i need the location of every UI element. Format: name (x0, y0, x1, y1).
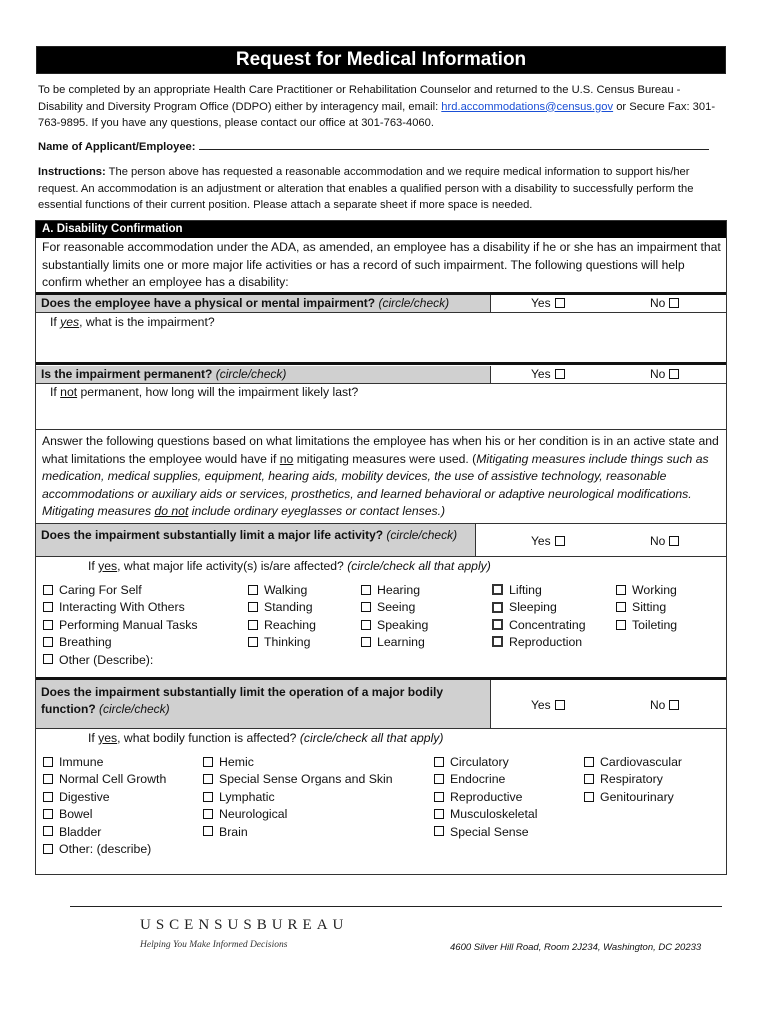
option-label: Special Sense Organs and Skin (219, 772, 393, 787)
checkbox-option[interactable] (434, 754, 537, 771)
instructions-text: The person above has requested a reasonable accommodation and we require medical information to support his/her request. An accommodation is an adjustment or alteration that enables a qualified person with a disability to successfully perform the essential functions of their current position. Please attach a separate sheet if more space is needed. (38, 166, 694, 211)
checkbox[interactable] (434, 757, 444, 767)
option-label: Circulatory (450, 755, 509, 769)
option-label: Bowel (59, 807, 93, 822)
disability-form (35, 220, 727, 875)
q1-followup (50, 314, 215, 332)
q2-yes-option[interactable] (531, 367, 565, 381)
checkbox-option[interactable] (492, 617, 586, 634)
bodily-functions-col1 (43, 754, 166, 858)
divider (36, 362, 726, 365)
checkbox[interactable] (584, 792, 594, 802)
life-activities-col4 (492, 582, 586, 652)
q3-yes-checkbox[interactable] (555, 536, 565, 546)
checkbox-option[interactable] (361, 634, 428, 651)
bodily-functions-col3 (434, 754, 537, 841)
q2-no-option[interactable] (650, 367, 679, 381)
q2-followup (50, 384, 358, 402)
checkbox[interactable] (203, 809, 213, 819)
checkbox[interactable] (43, 637, 53, 647)
q1-question (36, 295, 491, 312)
option-label: Brain (219, 824, 248, 839)
q3-yes-option[interactable] (531, 534, 565, 548)
instructions-paragraph (38, 164, 728, 214)
q2-followup-em: not (60, 385, 78, 399)
checkbox-option[interactable] (248, 634, 316, 651)
life-activities-col3 (361, 582, 428, 652)
option-label: Sleeping (509, 600, 557, 615)
checkbox-option[interactable] (43, 789, 166, 806)
option-label: Walking (264, 583, 308, 597)
checkbox[interactable] (361, 602, 371, 612)
q1-yes-option[interactable] (531, 296, 565, 310)
checkbox[interactable] (492, 636, 503, 647)
checkbox-option[interactable] (43, 617, 198, 634)
q4-followup-post: , what bodily function is affected? (117, 731, 300, 745)
q3-followup-pre: If (88, 559, 99, 573)
checkbox[interactable] (616, 620, 626, 630)
q4-yes-label: Yes (531, 698, 551, 712)
q3-row (36, 524, 726, 556)
divider (36, 312, 726, 313)
mitigating-text-2: mitigating measures were used. ( (293, 451, 477, 466)
checkbox[interactable] (203, 792, 213, 802)
option-label: Immune (59, 755, 104, 769)
option-label: Other: (describe) (59, 842, 152, 857)
option-label: Respiratory (600, 772, 663, 787)
checkbox-option[interactable] (43, 754, 166, 771)
q2-hint: (circle/check) (212, 367, 287, 381)
census-bureau-logo: USCENSUSBUREAU (140, 917, 349, 933)
q4-no-option[interactable] (650, 698, 679, 712)
checkbox[interactable] (43, 792, 53, 802)
checkbox[interactable] (43, 774, 53, 784)
q2-followup-pre: If (50, 385, 61, 399)
checkbox[interactable] (434, 774, 444, 784)
section-a-heading: A. Disability Confirmation (36, 221, 726, 238)
checkbox-option[interactable] (248, 617, 316, 634)
checkbox-option[interactable] (492, 599, 586, 616)
footer-tagline: Helping You Make Informed Decisions (140, 940, 288, 950)
checkbox[interactable] (584, 757, 594, 767)
option-label: Lifting (509, 583, 542, 597)
checkbox[interactable] (248, 602, 258, 612)
q4-followup-em: yes (98, 731, 118, 745)
checkbox[interactable] (492, 619, 503, 630)
option-label: Special Sense (450, 824, 529, 839)
q1-yes-label: Yes (531, 296, 551, 310)
q1-followup-em: yes (60, 315, 80, 329)
bodily-functions-col4 (584, 754, 682, 806)
checkbox[interactable] (584, 774, 594, 784)
checkbox[interactable] (434, 792, 444, 802)
checkbox-option[interactable] (43, 771, 166, 788)
life-activities-col1 (43, 582, 198, 669)
applicant-name-label: Name of Applicant/Employee: (38, 141, 196, 153)
applicant-name-row (38, 139, 709, 153)
checkbox-option[interactable] (43, 806, 166, 823)
checkbox[interactable] (361, 620, 371, 630)
checkbox-option[interactable] (43, 582, 198, 599)
checkbox-option[interactable] (361, 617, 428, 634)
intro-text-1: To be completed by an appropriate Health Care Practitioner or Rehabilitation Counselor and returned to the U.S. Census Bureau - Disability and Diversity Program Office (DDPO) either by interagency mail, email: (38, 84, 681, 113)
option-label: Performing Manual Tasks (59, 617, 198, 632)
checkbox-option[interactable] (43, 841, 166, 858)
checkbox[interactable] (434, 826, 444, 836)
q4-question (36, 680, 491, 728)
q2-no-checkbox[interactable] (669, 369, 679, 379)
checkbox-option[interactable] (203, 824, 393, 841)
q3-no-checkbox[interactable] (669, 536, 679, 546)
option-label: Musculoskeletal (450, 807, 538, 822)
checkbox[interactable] (203, 826, 213, 836)
q2-followup-post: permanent, how long will the impairment likely last? (77, 385, 359, 399)
checkbox[interactable] (616, 602, 626, 612)
q3-question (36, 524, 476, 556)
footer-divider (70, 906, 722, 907)
checkbox-option[interactable] (616, 582, 677, 599)
intro-text-2: or Secure Fax: 301-763-9895. If you have any questions, please contact our office at 301-763-4060. (38, 100, 716, 129)
checkbox[interactable] (43, 654, 53, 664)
mitigating-no: no (279, 451, 294, 466)
checkbox[interactable] (361, 585, 371, 595)
checkbox-option[interactable] (584, 789, 682, 806)
q2-yes-checkbox[interactable] (555, 369, 565, 379)
q2-no-label: No (650, 367, 666, 381)
checkbox[interactable] (434, 809, 444, 819)
option-label: Genitourinary (600, 789, 674, 804)
checkbox[interactable] (248, 585, 258, 595)
intro-paragraph (38, 82, 728, 132)
q4-no-checkbox[interactable] (669, 700, 679, 710)
checkbox[interactable] (43, 826, 53, 836)
q2-question (36, 366, 491, 383)
checkbox-option[interactable] (434, 824, 537, 841)
checkbox-option[interactable] (203, 754, 393, 771)
option-label: Learning (377, 635, 425, 650)
checkbox[interactable] (616, 585, 626, 595)
checkbox-option[interactable] (248, 599, 316, 616)
option-label: Sitting (632, 600, 667, 615)
checkbox-option[interactable] (434, 771, 537, 788)
divider (36, 429, 726, 430)
mitigating-donot: do not (154, 504, 189, 518)
instructions-label: Instructions: (38, 166, 106, 178)
checkbox-option[interactable] (584, 771, 682, 788)
checkbox-option[interactable] (203, 789, 393, 806)
applicant-name-field[interactable] (199, 139, 709, 150)
option-label: Concentrating (509, 617, 586, 632)
option-label: Endocrine (450, 772, 506, 787)
checkbox[interactable] (43, 809, 53, 819)
q1-no-checkbox[interactable] (669, 298, 679, 308)
q3-followup-em: yes (98, 559, 118, 573)
option-label: Bladder (59, 824, 102, 839)
checkbox[interactable] (43, 844, 53, 854)
option-label: Reaching (264, 617, 316, 632)
q4-followup-pre: If (88, 731, 99, 745)
mitigating-text-1: Answer the following questions based on what limitations the employee has when his or her condition is in an active state and what limitations the employee would have if (42, 434, 719, 466)
option-label: Thinking (264, 635, 311, 650)
checkbox-option[interactable] (492, 582, 586, 599)
checkbox-option[interactable] (584, 754, 682, 771)
q3-yes-label: Yes (531, 534, 551, 548)
q1-question-text: Does the employee have a physical or mental impairment? (41, 296, 376, 310)
option-label: Speaking (377, 617, 429, 632)
checkbox-option[interactable] (248, 582, 316, 599)
checkbox[interactable] (203, 774, 213, 784)
option-label: Working (632, 583, 677, 597)
q3-question-text: Does the impairment substantially limit a major life activity? (41, 528, 384, 542)
life-activities-col2 (248, 582, 316, 652)
option-label: Normal Cell Growth (59, 772, 167, 787)
checkbox[interactable] (248, 637, 258, 647)
checkbox[interactable] (492, 584, 503, 595)
checkbox-option[interactable] (203, 771, 393, 788)
q4-followup (88, 730, 443, 748)
checkbox[interactable] (43, 757, 53, 767)
q3-followup-hint: (circle/check all that apply) (347, 559, 491, 573)
option-label: Caring For Self (59, 583, 142, 597)
q1-followup-pre: If (50, 315, 61, 329)
q3-followup-post: , what major life activity(s) is/are affected? (117, 559, 348, 573)
q1-no-option[interactable] (650, 296, 679, 310)
q4-no-label: No (650, 698, 666, 712)
checkbox-option[interactable] (492, 634, 586, 651)
q2-yes-label: Yes (531, 367, 551, 381)
section-a-intro: For reasonable accommodation under the ADA, as amended, an employee has a disability if he or she has an impairment that substantially limits one or more major life activities or has a record of such impairment. The following questions will help confirm whether an employee has a disability: (42, 240, 721, 289)
divider (36, 556, 726, 557)
checkbox-option[interactable] (434, 806, 537, 823)
q1-yes-checkbox[interactable] (555, 298, 565, 308)
q1-followup-post: , what is the impairment? (79, 315, 215, 329)
page-title: Request for Medical Information (36, 46, 726, 74)
checkbox-option[interactable] (616, 617, 677, 634)
q1-row (36, 295, 726, 312)
q4-yes-option[interactable] (531, 698, 565, 712)
q4-yes-checkbox[interactable] (555, 700, 565, 710)
option-label: Reproduction (509, 635, 583, 650)
mitigating-italic-2: include ordinary eyeglasses or contact lenses.) (188, 504, 446, 518)
q2-question-text: Is the impairment permanent? (41, 367, 213, 381)
checkbox[interactable] (203, 757, 213, 767)
q3-hint: (circle/check) (383, 528, 458, 542)
q3-no-option[interactable] (650, 534, 679, 548)
option-label: Lymphatic (219, 789, 275, 804)
checkbox-option[interactable] (43, 599, 198, 616)
checkbox[interactable] (492, 602, 503, 613)
checkbox[interactable] (43, 585, 53, 595)
checkbox[interactable] (43, 602, 53, 612)
checkbox-option[interactable] (203, 806, 393, 823)
q2-row (36, 366, 726, 383)
checkbox[interactable] (248, 620, 258, 630)
option-label: Other (Describe): (59, 652, 154, 667)
q4-followup-hint: (circle/check all that apply) (299, 731, 444, 745)
q1-no-label: No (650, 296, 666, 310)
option-label: Cardiovascular (600, 755, 683, 769)
checkbox-option[interactable] (361, 599, 428, 616)
checkbox-option[interactable] (43, 824, 166, 841)
checkbox-option[interactable] (43, 634, 198, 651)
mitigating-italic-1: Mitigating measures include things such as medication, medical supplies, equipment, hearing aids, mobility devices, the use of assistive technology, reasonable accommodations or auxiliary aids or services, prosthetics, and learned behavioral or adaptive neurological modifications. Mitigating measures (42, 451, 709, 518)
option-label: Interacting With Others (59, 600, 185, 615)
checkbox[interactable] (43, 620, 53, 630)
checkbox-option[interactable] (434, 789, 537, 806)
option-label: Hemic (219, 755, 254, 769)
q1-hint: (circle/check) (375, 296, 450, 310)
option-label: Reproductive (450, 789, 523, 804)
option-label: Toileting (632, 617, 678, 632)
divider (36, 728, 726, 729)
option-label: Digestive (59, 789, 110, 804)
checkbox-option[interactable] (616, 599, 677, 616)
bodily-functions-col2 (203, 754, 393, 841)
q4-question-line1: Does the impairment substantially limit the operation of a major bodily (41, 685, 444, 699)
footer-address: 4600 Silver Hill Road, Room 2J234, Washington, DC 20233 (450, 942, 702, 953)
checkbox-option[interactable] (43, 652, 198, 669)
checkbox[interactable] (361, 637, 371, 647)
option-label: Standing (264, 600, 313, 615)
q3-no-label: No (650, 534, 666, 548)
mitigating-paragraph (42, 433, 724, 521)
q3-followup (88, 558, 491, 576)
checkbox-option[interactable] (361, 582, 428, 599)
life-activities-col5 (616, 582, 677, 634)
option-label: Hearing (377, 583, 421, 597)
option-label: Neurological (219, 807, 288, 822)
option-label: Breathing (59, 635, 112, 650)
option-label: Seeing (377, 600, 416, 615)
q4-question-line2: function? (41, 702, 96, 716)
q4-row (36, 680, 726, 728)
email-link[interactable]: hrd.accommodations@census.gov (441, 100, 614, 113)
q4-hint: (circle/check) (95, 702, 170, 716)
